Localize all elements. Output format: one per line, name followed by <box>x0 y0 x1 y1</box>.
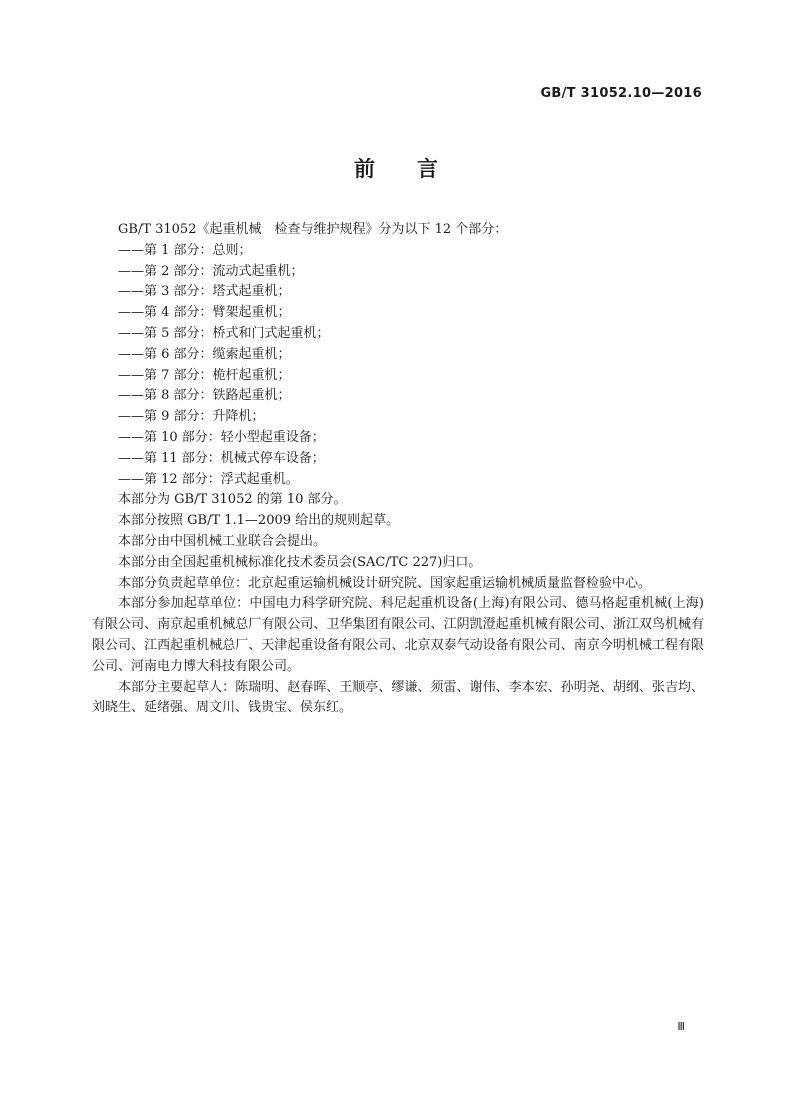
list-item: ——第 11 部分：机械式停车设备； <box>118 450 325 466</box>
list-item: ——第 4 部分：臂架起重机； <box>118 305 291 321</box>
title-char-1: 前 <box>354 156 375 181</box>
list-item: ——第 6 部分：缆索起重机； <box>118 346 291 362</box>
list-item: ——第 9 部分：升降机； <box>118 409 265 425</box>
page-number: Ⅲ <box>677 1020 685 1033</box>
list-item: ——第 5 部分：桥式和门式起重机； <box>118 325 330 341</box>
list-item: ——第 3 部分：塔式起重机； <box>118 284 291 300</box>
proposed-by-paragraph: 本部分由中国机械工业联合会提出。 <box>118 533 327 549</box>
title-char-2: 言 <box>417 156 438 181</box>
list-item: ——第 12 部分：浮式起重机。 <box>118 471 299 487</box>
list-item: ——第 2 部分：流动式起重机； <box>118 263 304 279</box>
responsible-drafters-paragraph: 本部分负责起草单位：北京起重运输机械设计研究院、国家起重运输机械质量监督检验中心。 <box>118 575 652 591</box>
parts-list <box>92 241 704 491</box>
list-item: ——第 7 部分：桅杆起重机； <box>118 367 291 383</box>
list-item: ——第 1 部分：总则； <box>118 242 252 258</box>
intro-paragraph: GB/T 31052《起重机械 检查与维护规程》分为以下 12 个部分： <box>118 222 508 237</box>
part-of-paragraph: 本部分为 GB/T 31052 的第 10 部分。 <box>118 492 347 508</box>
page-title <box>0 153 792 183</box>
list-item: ——第 8 部分：铁路起重机； <box>118 388 291 404</box>
participating-drafters-paragraph: 本部分参加起草单位：中国电力科学研究院、科尼起重机设备(上海)有限公司、德马格起重机械(上海)有限公司、南京起重机械总厂有限公司、卫华集团有限公司、江阴凯澄起重机械有限公司、浙江双鸟机械有限公司、江西起重机械总厂、天津起重设备有限公司、北京双泰气动设备有限公司、南京今明机械工程有限公司、河南电力博大科技有限公司。 <box>92 596 704 674</box>
main-drafters-paragraph: 本部分主要起草人：陈瑞明、赵春晖、王顺亭、缪谦、须雷、谢伟、李本宏、孙明尧、胡纲、张吉均、刘晓生、延绪强、周文川、钱贵宝、侯东红。 <box>92 679 704 716</box>
foreword-body <box>92 220 704 719</box>
drafting-rules-paragraph: 本部分按照 GB/T 1.1—2009 给出的规则起草。 <box>118 513 400 529</box>
list-item: ——第 10 部分：轻小型起重设备； <box>118 429 325 445</box>
standard-number: GB/T 31052.10—2016 <box>540 86 702 101</box>
jurisdiction-paragraph: 本部分由全国起重机械标准化技术委员会(SAC/TC 227)归口。 <box>118 554 482 570</box>
